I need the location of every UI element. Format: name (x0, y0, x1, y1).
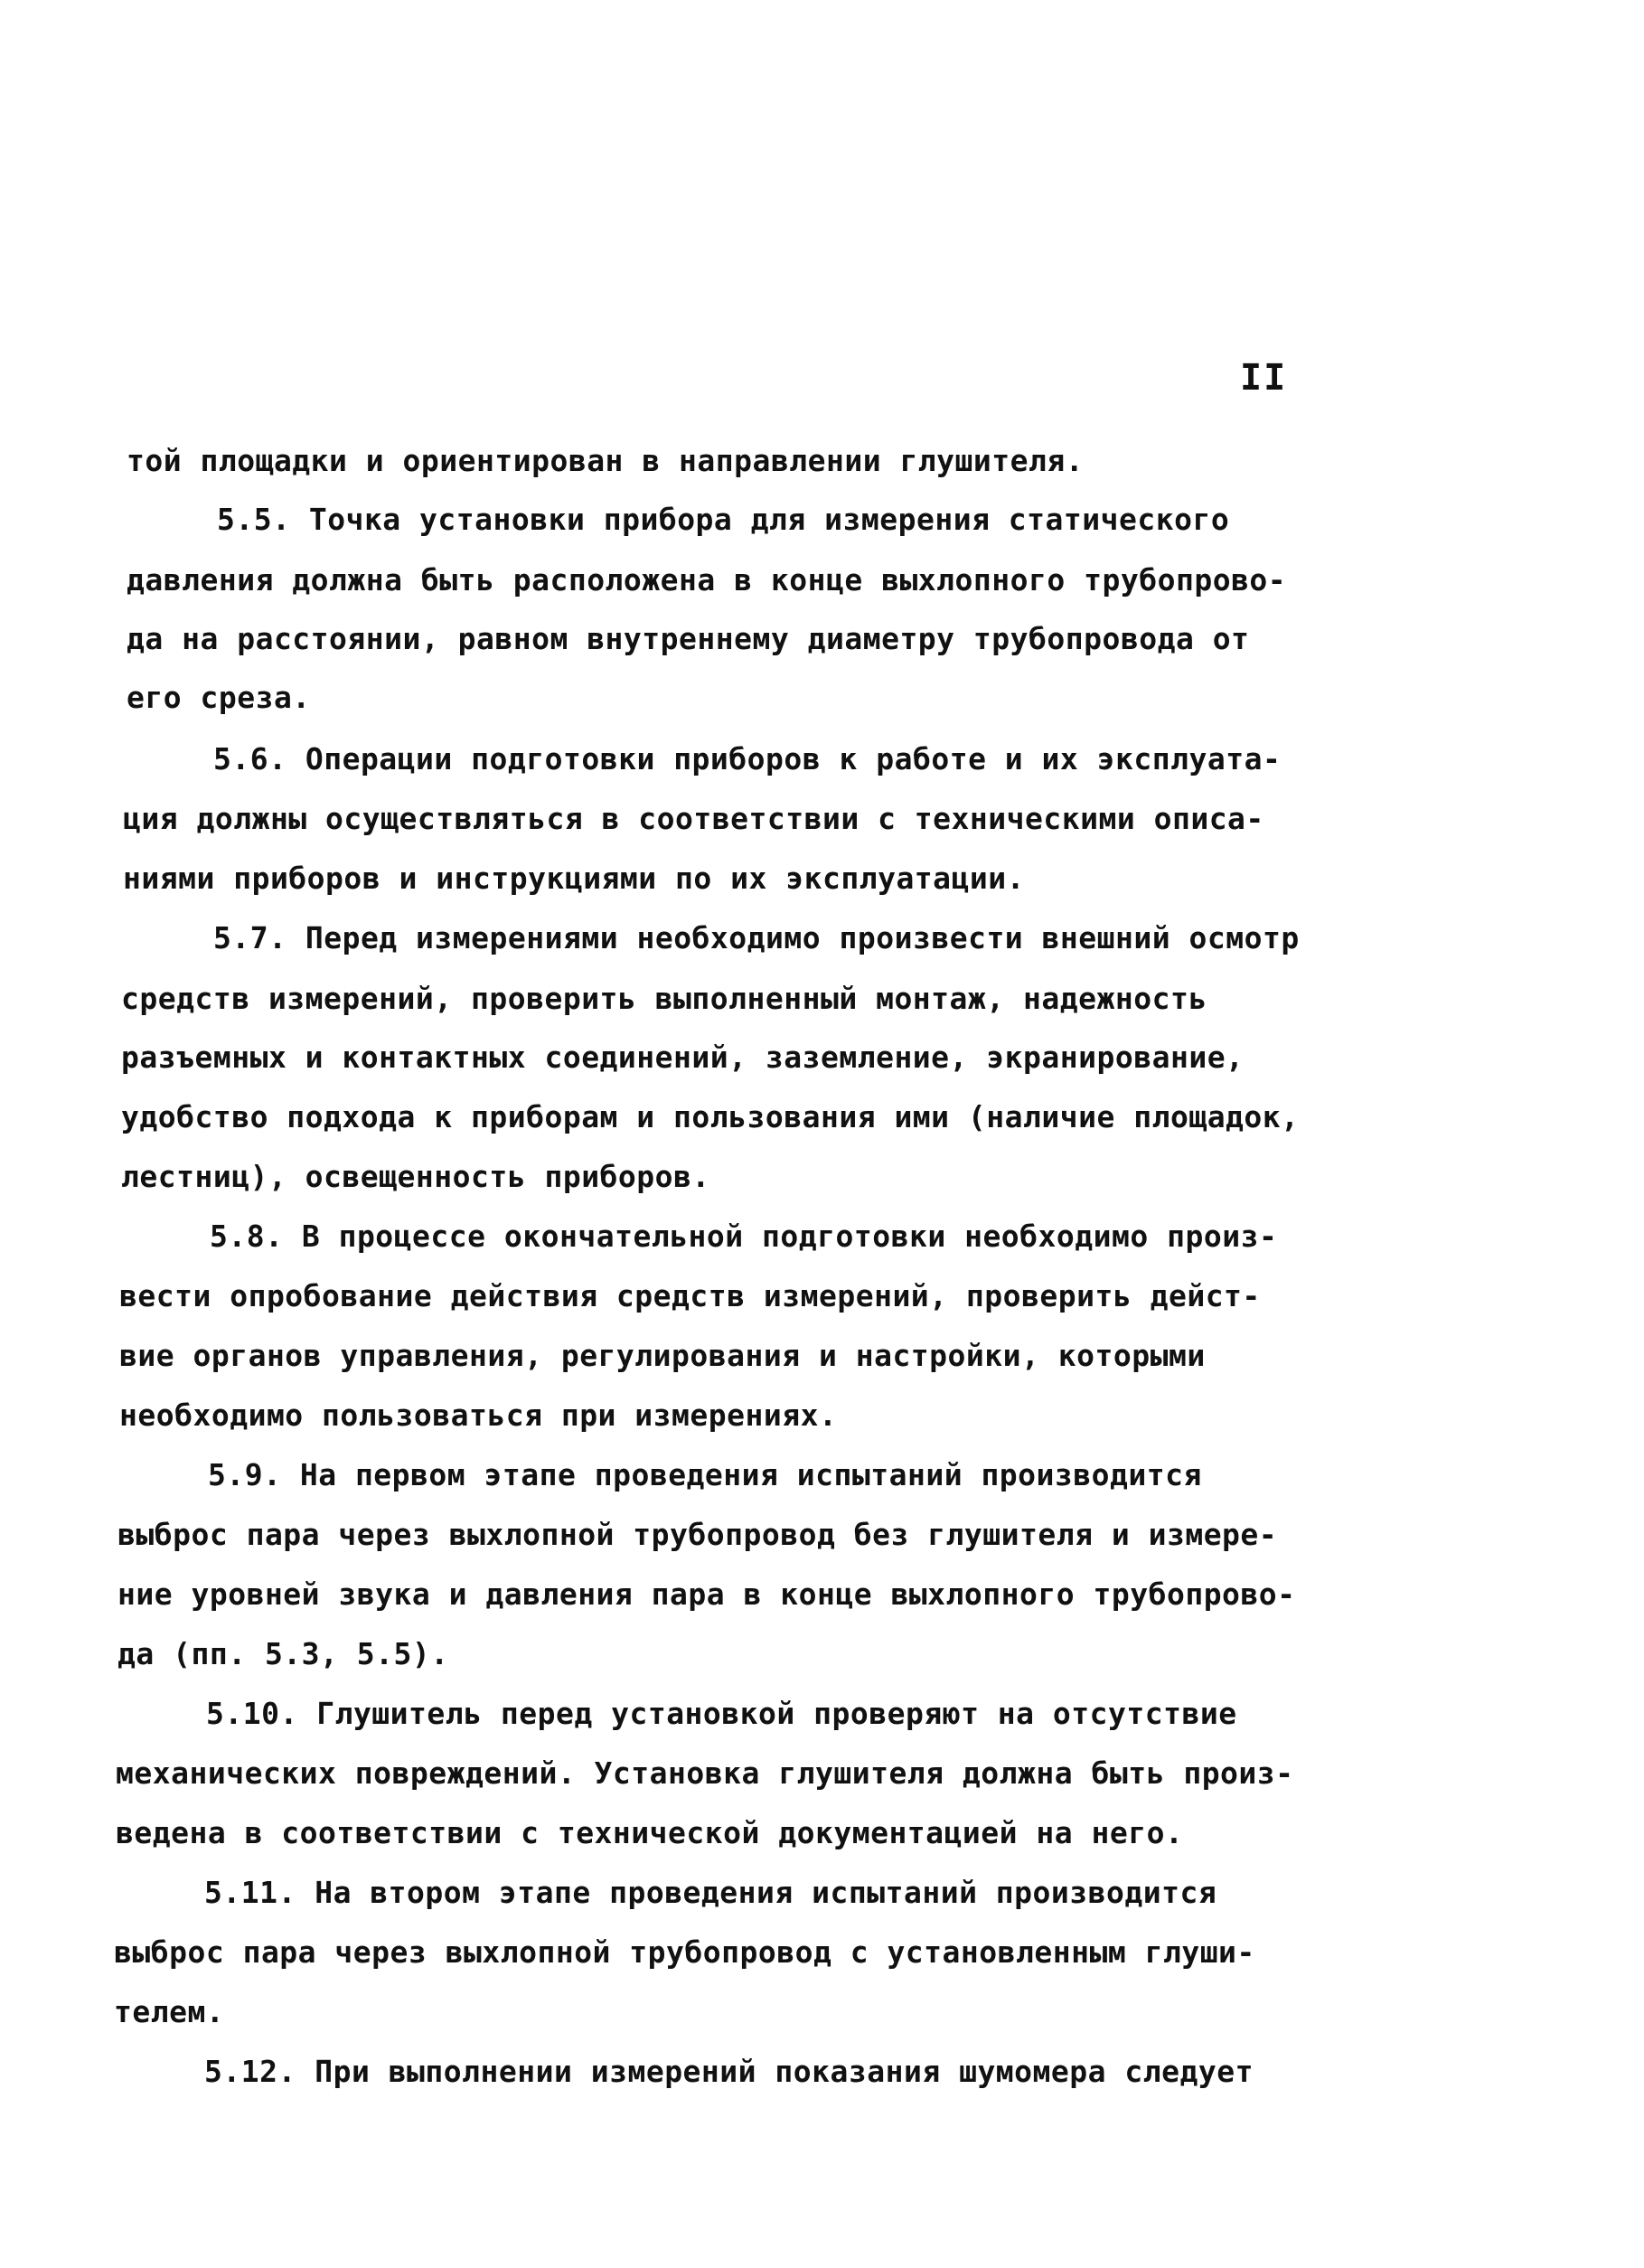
text-line: вие органов управления, регулирования и настройки, которыми (119, 1338, 1206, 1373)
text-line: необходимо пользоваться при измерениях. (119, 1398, 838, 1433)
paragraph-start-5-6: 5.6. Операции подготовки приборов к работе и их эксплуата- (213, 741, 1282, 776)
text-line: телем. (114, 1994, 225, 2029)
paragraph-start-5-7: 5.7. Перед измерениями необходимо произвести внешний осмотр (213, 920, 1300, 955)
text-line: выброс пара через выхлопной трубопровод с установленным глуши- (114, 1934, 1255, 1970)
text-line: да (пп. 5.3, 5.5). (117, 1636, 449, 1671)
text-line: выброс пара через выхлопной трубопровод без глушителя и измере- (117, 1517, 1278, 1552)
text-line: вести опробование действия средств измерений, проверить дейст- (119, 1278, 1261, 1313)
text-line: ние уровней звука и давления пара в конце выхлопного трубопрово- (117, 1576, 1296, 1612)
text-line: ведена в соответствии с технической документацией на него. (116, 1815, 1184, 1850)
paragraph-start-5-11: 5.11. На втором этапе проведения испытаний производится (204, 1875, 1217, 1910)
text-line: удобство подхода к приборам и пользования ими (наличие площадок, (121, 1099, 1300, 1134)
text-line: механических повреждений. Установка глушителя должна быть произ- (116, 1755, 1294, 1791)
text-line: средств измерений, проверить выполненный монтаж, надежность (121, 981, 1207, 1016)
paragraph-start-5-10: 5.10. Глушитель перед установкой проверяют на отсутствие (206, 1696, 1237, 1731)
text-line: да на расстоянии, равном внутреннему диаметру трубопровода от (127, 621, 1250, 656)
text-line: ция должны осуществляться в соответствии с техническими описа- (123, 801, 1264, 836)
text-line: той площадки и ориентирован в направлении глушителя. (127, 443, 1085, 478)
paragraph-start-5-5: 5.5. Точка установки прибора для измерения статического (217, 502, 1230, 537)
text-line: лестниц), освещенность приборов. (121, 1159, 710, 1194)
text-line: его среза. (127, 680, 311, 715)
paragraph-start-5-8: 5.8. В процессе окончательной подготовки необходимо произ- (210, 1219, 1278, 1254)
page-number: II (1240, 357, 1288, 399)
text-line: ниями приборов и инструкциями по их эксплуатации. (123, 861, 1026, 896)
text-line: давления должна быть расположена в конце выхлопного трубопрово- (127, 562, 1287, 598)
paragraph-start-5-12: 5.12. При выполнении измерений показания шумомера следует (204, 2054, 1254, 2089)
paragraph-start-5-9: 5.9. На первом этапе проведения испытаний производится (208, 1457, 1202, 1492)
text-line: разъемных и контактных соединений, заземление, экранирование, (121, 1040, 1245, 1075)
